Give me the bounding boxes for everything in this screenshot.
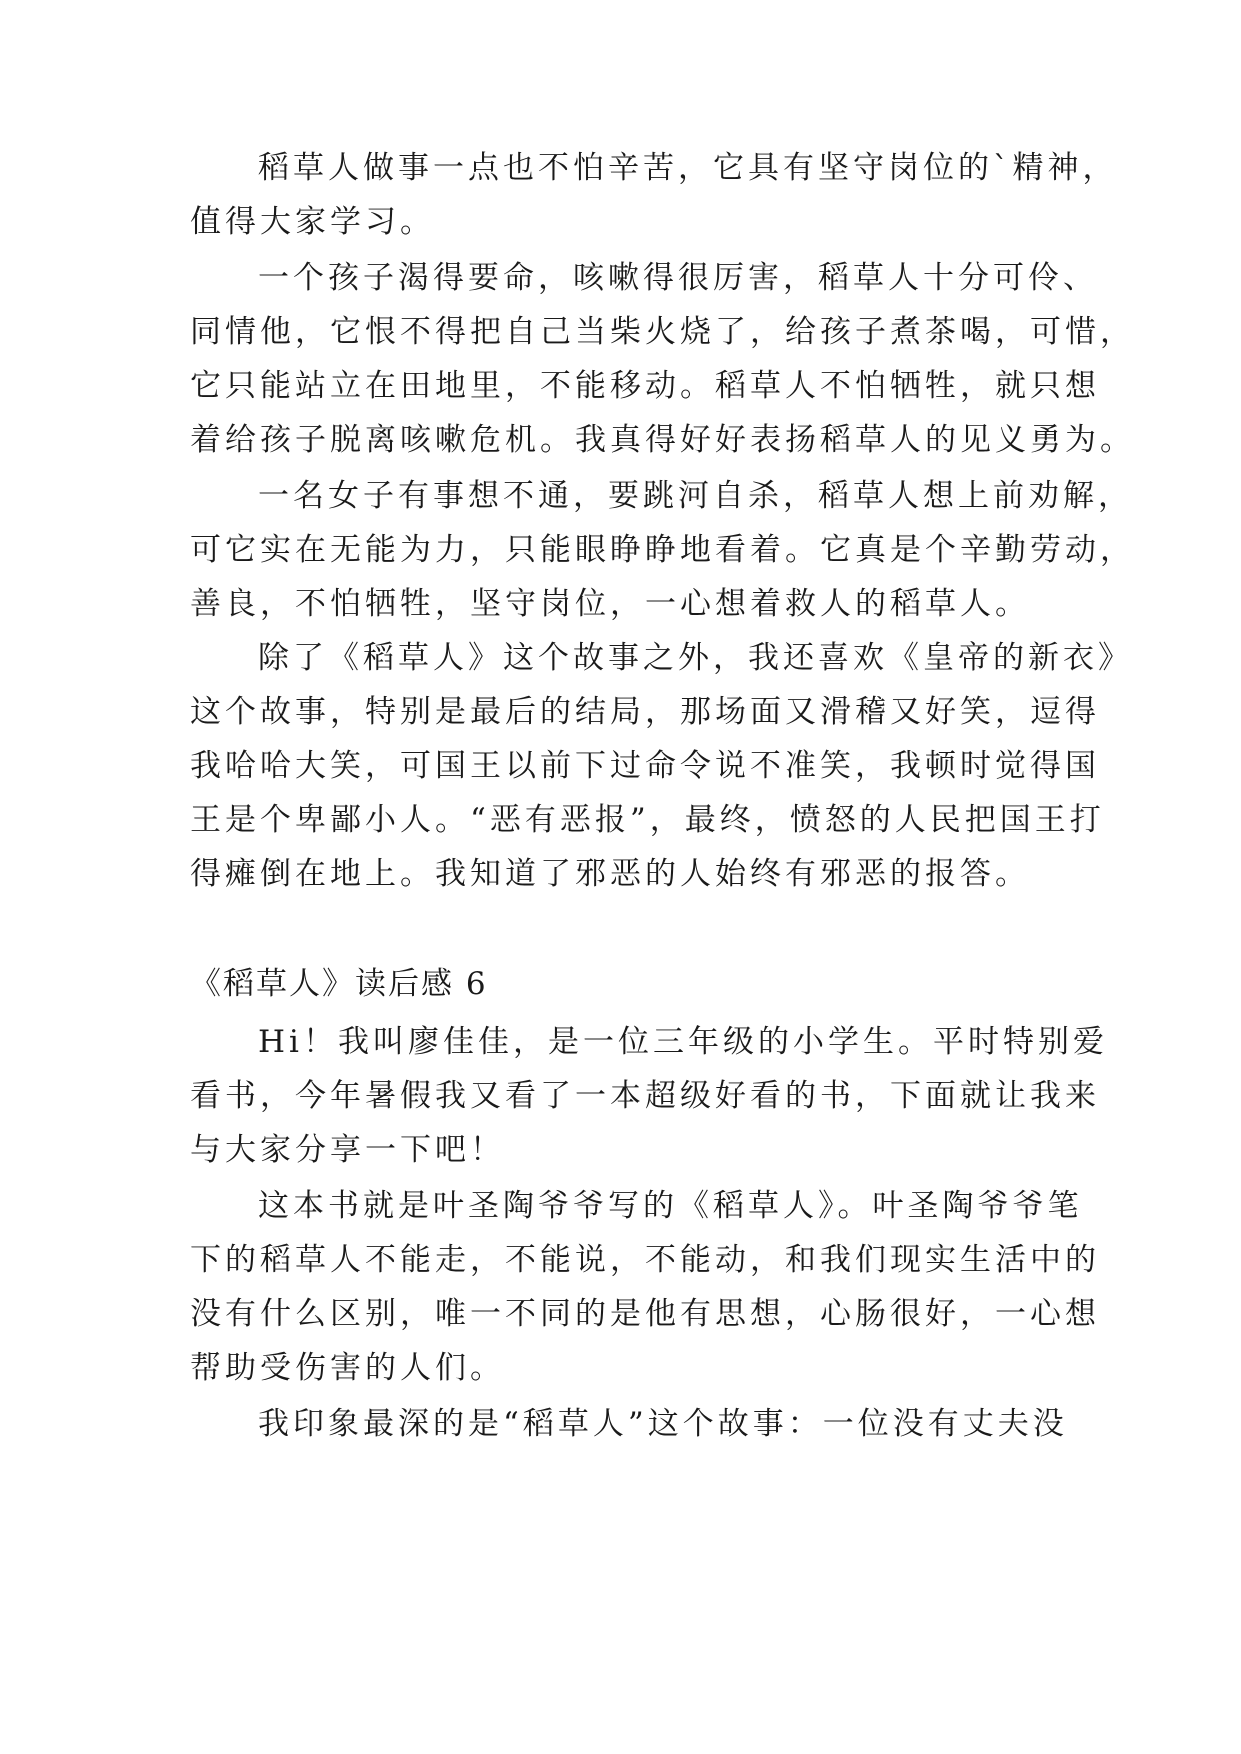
paragraph-line: 一个孩子渴得要命，咳嗽得很厉害，稻草人十分可伶、: [258, 260, 1098, 296]
section-heading: 《稻草人》读后感 6: [190, 966, 488, 1002]
paragraph-line: 得瘫倒在地上。我知道了邪恶的人始终有邪恶的报答。: [190, 856, 1030, 892]
paragraph-line: 一名女子有事想不通，要跳河自杀，稻草人想上前劝解，: [258, 478, 1133, 514]
paragraph-line: 这个故事，特别是最后的结局，那场面又滑稽又好笑，逗得: [190, 694, 1100, 730]
paragraph-line: 与大家分享一下吧！: [190, 1132, 505, 1168]
paragraph-line: 除了《稻草人》这个故事之外，我还喜欢《皇帝的新衣》: [258, 640, 1133, 676]
paragraph-line: Hi！我叫廖佳佳，是一位三年级的小学生。平时特别爱: [258, 1024, 1108, 1060]
paragraph-line: 这本书就是叶圣陶爷爷写的《稻草人》。叶圣陶爷爷笔: [258, 1188, 1083, 1224]
paragraph-line: 没有什么区别，唯一不同的是他有思想，心肠很好，一心想: [190, 1296, 1100, 1332]
paragraph-line: 着给孩子脱离咳嗽危机。我真得好好表扬稻草人的见义勇为。: [190, 422, 1135, 458]
paragraph-line: 我印象最深的是“稻草人”这个故事：一位没有丈夫没: [258, 1406, 1068, 1442]
paragraph-line: 值得大家学习。: [190, 204, 435, 240]
paragraph-line: 下的稻草人不能走，不能说，不能动，和我们现实生活中的: [190, 1242, 1100, 1278]
paragraph-line: 它只能站立在田地里，不能移动。稻草人不怕牺牲，就只想: [190, 368, 1100, 404]
paragraph-line: 王是个卑鄙小人。“恶有恶报”，最终，愤怒的人民把国王打: [190, 802, 1105, 838]
paragraph-line: 帮助受伤害的人们。: [190, 1350, 505, 1386]
paragraph-line: 看书，今年暑假我又看了一本超级好看的书，下面就让我来: [190, 1078, 1100, 1114]
paragraph-line: 稻草人做事一点也不怕辛苦，它具有坚守岗位的`精神，: [258, 150, 1118, 186]
paragraph-line: 可它实在无能为力，只能眼睁睁地看着。它真是个辛勤劳动，: [190, 532, 1135, 568]
paragraph-line: 同情他，它恨不得把自己当柴火烧了，给孩子煮茶喝，可惜，: [190, 314, 1135, 350]
paragraph-line: 我哈哈大笑，可国王以前下过命令说不准笑，我顿时觉得国: [190, 748, 1100, 784]
paragraph-line: 善良，不怕牺牲，坚守岗位，一心想着救人的稻草人。: [190, 586, 1030, 622]
